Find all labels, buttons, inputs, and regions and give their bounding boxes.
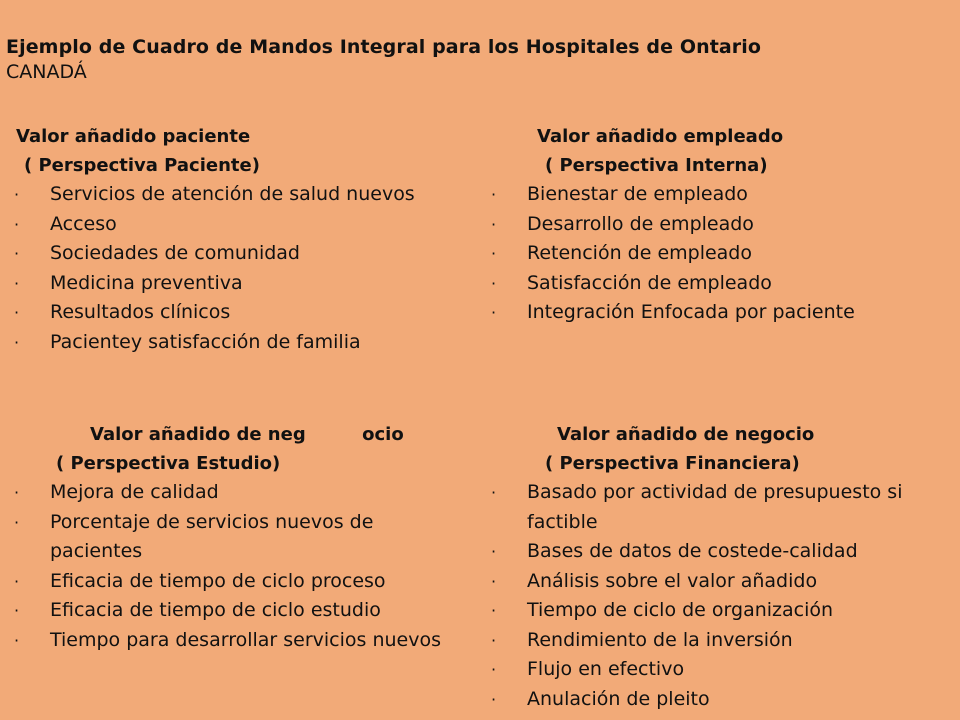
bullet-icon: · — [14, 512, 20, 532]
quadrant-heading: Valor añadido de neg ocio — [90, 424, 404, 445]
bullet-icon: · — [491, 601, 497, 620]
bullet-icon: · — [14, 185, 20, 204]
quadrant-financiera — [487, 420, 947, 714]
list-item: · Tiempo de ciclo de organización — [487, 596, 947, 626]
list-item: · Satisfacción de empleado — [487, 269, 947, 299]
bullet-icon: · — [491, 185, 497, 204]
bullet-icon: · — [491, 660, 497, 679]
document-header — [6, 33, 761, 83]
list-item: · Desarrollo de empleado — [487, 210, 947, 240]
list-item: · Acceso — [10, 210, 460, 240]
list-item: · Servicios de atención de salud nuevos — [10, 180, 460, 210]
bullet-icon: · — [14, 214, 20, 234]
bullet-icon: · — [491, 630, 497, 650]
bullet-icon: · — [14, 303, 20, 322]
bullet-icon: · — [491, 214, 497, 234]
list-item: · Sociedades de comunidad — [10, 239, 460, 269]
list-item: · Pacientey satisfacción de familia — [10, 328, 460, 358]
page-title: Ejemplo de Cuadro de Mandos Integral para los Hospitales de Ontario — [6, 36, 762, 58]
quadrant-paciente — [10, 122, 460, 357]
list-item: · Basado por actividad de presupuesto si factible — [487, 478, 947, 537]
quadrant-empleado — [487, 122, 947, 328]
list-item: · Integración Enfocada por paciente — [487, 298, 947, 328]
list-item: · Eficacia de tiempo de ciclo estudio — [10, 596, 460, 626]
page-subtitle: CANADÁ — [6, 61, 87, 83]
quadrant-list — [487, 180, 947, 328]
quadrant-list — [10, 180, 460, 357]
bullet-icon: · — [14, 571, 20, 591]
bullet-icon: · — [14, 630, 20, 650]
bullet-icon: · — [14, 601, 20, 620]
bullet-icon: · — [491, 542, 497, 561]
list-item: · Bases de datos de costede-calidad — [487, 537, 947, 567]
quadrant-heading: Valor añadido de negocio — [557, 424, 815, 445]
list-item: · Porcentaje de servicios nuevos de pacientes — [10, 508, 460, 567]
list-item: · Tiempo para desarrollar servicios nuevos — [10, 626, 460, 656]
list-item: · Mejora de calidad — [10, 478, 460, 508]
quadrant-list — [487, 478, 947, 714]
list-item: · Eficacia de tiempo de ciclo proceso — [10, 567, 460, 597]
list-item: · Flujo en efectivo — [487, 655, 947, 685]
quadrant-subheading: ( Perspectiva Interna) — [545, 155, 768, 176]
list-item: · Rendimiento de la inversión — [487, 626, 947, 656]
bullet-icon: · — [491, 244, 497, 263]
quadrant-heading: Valor añadido empleado — [537, 126, 784, 147]
quadrant-list — [10, 478, 460, 655]
bullet-icon: · — [491, 571, 497, 591]
bullet-icon: · — [14, 483, 20, 502]
bullet-icon: · — [491, 483, 497, 502]
list-item: · Resultados clínicos — [10, 298, 460, 328]
quadrant-estudio — [10, 420, 460, 655]
bullet-icon: · — [14, 332, 20, 352]
bullet-icon: · — [491, 303, 497, 322]
list-item: · Medicina preventiva — [10, 269, 460, 299]
list-item: · Retención de empleado — [487, 239, 947, 269]
quadrant-heading: Valor añadido paciente — [16, 126, 251, 147]
bullet-icon: · — [14, 244, 20, 263]
list-item: · Bienestar de empleado — [487, 180, 947, 210]
quadrant-subheading: ( Perspectiva Estudio) — [56, 453, 281, 474]
quadrant-subheading: ( Perspectiva Financiera) — [545, 453, 800, 474]
quadrant-subheading: ( Perspectiva Paciente) — [24, 155, 260, 176]
bullet-icon: · — [14, 273, 20, 293]
bullet-icon: · — [491, 273, 497, 293]
bullet-icon: · — [491, 689, 497, 709]
list-item: · Análisis sobre el valor añadido — [487, 567, 947, 597]
list-item: · Anulación de pleito — [487, 685, 947, 715]
